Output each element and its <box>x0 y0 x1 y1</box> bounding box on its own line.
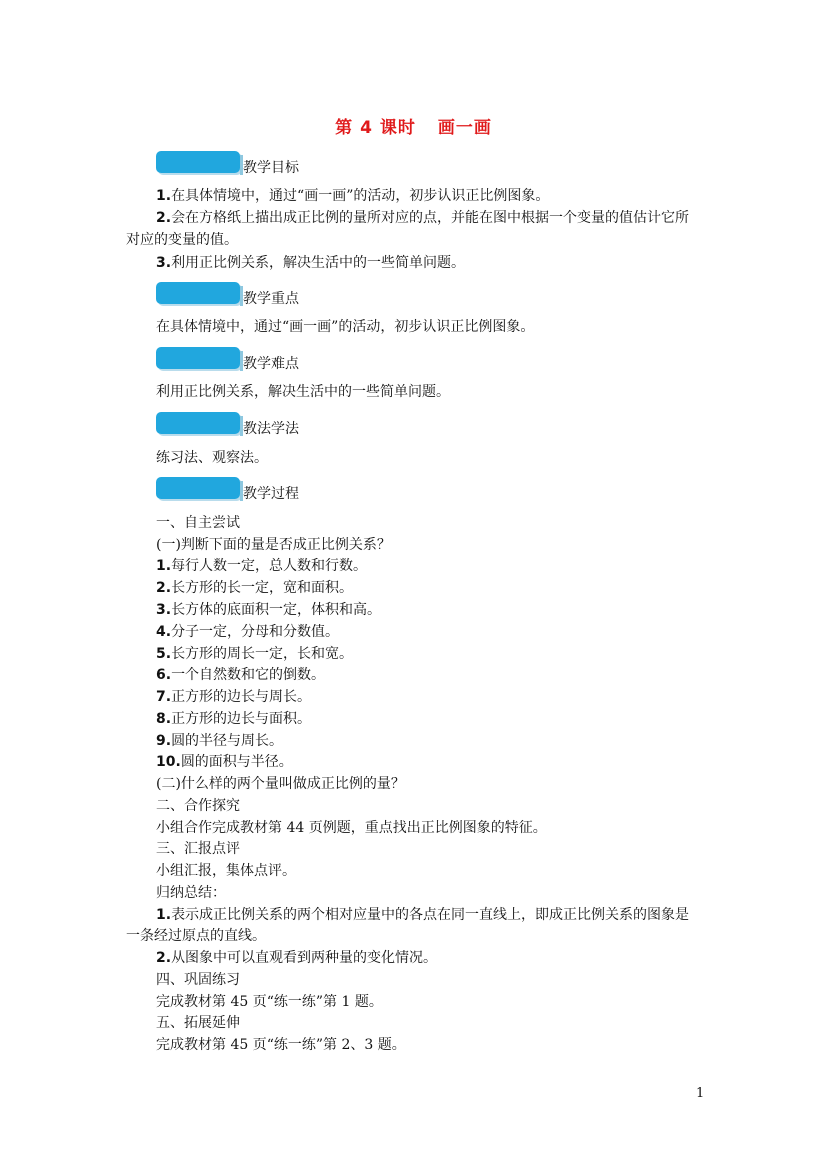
page-title <box>0 113 827 138</box>
section-label: 教法学法 <box>243 421 299 437</box>
section-badge <box>156 282 240 304</box>
list-item: 8.正方形的边长与面积。 <box>156 711 312 727</box>
lesson-name: 画一画 <box>437 118 492 138</box>
list-item: 5.长方形的周长一定，长和宽。 <box>156 646 354 662</box>
list-item: 7.正方形的边长与周长。 <box>156 689 312 705</box>
process-part3: 三、汇报点评 <box>156 841 240 857</box>
process-question-2: (二)什么样的两个量叫做成正比例的量？ <box>156 776 405 792</box>
list-item: 6.一个自然数和它的倒数。 <box>156 667 326 683</box>
goal-item-1: 1.在具体情境中，通过“画一画”的活动，初步认识正比例图象。 <box>156 188 550 204</box>
process-part4-text: 完成教材第 45 页“练一练”第 1 题。 <box>156 994 383 1010</box>
section-header-difficulty <box>156 347 456 373</box>
list-item: 10.圆的面积与半径。 <box>156 754 293 770</box>
methods-text: 练习法、观察法。 <box>156 450 268 466</box>
process-part4: 四、巩固练习 <box>156 972 240 988</box>
section-badge <box>156 477 240 499</box>
process-part5: 五、拓展延伸 <box>156 1015 240 1031</box>
process-part3-text: 小组汇报，集体点评。 <box>156 863 296 879</box>
lesson-number: 第 4 课时 <box>335 118 416 138</box>
difficulty-text: 利用正比例关系，解决生活中的一些简单问题。 <box>156 384 450 400</box>
goal-item-3: 3.利用正比例关系，解决生活中的一些简单问题。 <box>156 255 466 271</box>
list-item: 2.长方形的长一定，宽和面积。 <box>156 580 354 596</box>
key-text: 在具体情境中，通过“画一画”的活动，初步认识正比例图象。 <box>156 319 535 335</box>
goal-item-2-cont: 对应的变量的值。 <box>126 232 238 248</box>
section-label: 教学难点 <box>243 356 299 372</box>
section-badge <box>156 347 240 369</box>
process-part5-text: 完成教材第 45 页“练一练”第 2、3 题。 <box>156 1037 406 1053</box>
section-label: 教学目标 <box>243 160 299 176</box>
list-item: 4.分子一定，分母和分数值。 <box>156 624 340 640</box>
section-header-key <box>156 282 456 308</box>
summary-item-2: 2.从图象中可以直观看到两种量的变化情况。 <box>156 950 438 966</box>
process-question-1: (一)判断下面的量是否成正比例关系？ <box>156 537 391 553</box>
section-badge <box>156 151 240 173</box>
summary-item-1-cont: 一条经过原点的直线。 <box>126 928 266 944</box>
section-badge <box>156 412 240 434</box>
page-number: 1 <box>696 1086 705 1101</box>
process-part2: 二、合作探究 <box>156 798 240 814</box>
goal-item-2: 2.会在方格纸上描出成正比例的量所对应的点，并能在图中根据一个变量的值估计它所 <box>156 210 690 226</box>
section-header-process <box>156 477 456 503</box>
process-summary: 归纳总结： <box>156 885 226 901</box>
list-item: 1.每行人数一定，总人数和行数。 <box>156 558 368 574</box>
section-label: 教学过程 <box>243 486 299 502</box>
section-header-goals <box>156 151 456 177</box>
process-part2-text: 小组合作完成教材第 44 页例题，重点找出正比例图象的特征。 <box>156 820 547 836</box>
process-part1: 一、自主尝试 <box>156 515 240 531</box>
list-item: 3.长方体的底面积一定，体积和高。 <box>156 602 382 618</box>
summary-item-1: 1.表示成正比例关系的两个相对应量中的各点在同一直线上，即成正比例关系的图象是 <box>156 907 690 923</box>
list-item: 9.圆的半径与周长。 <box>156 733 284 749</box>
section-header-methods <box>156 412 456 438</box>
section-label: 教学重点 <box>243 291 299 307</box>
